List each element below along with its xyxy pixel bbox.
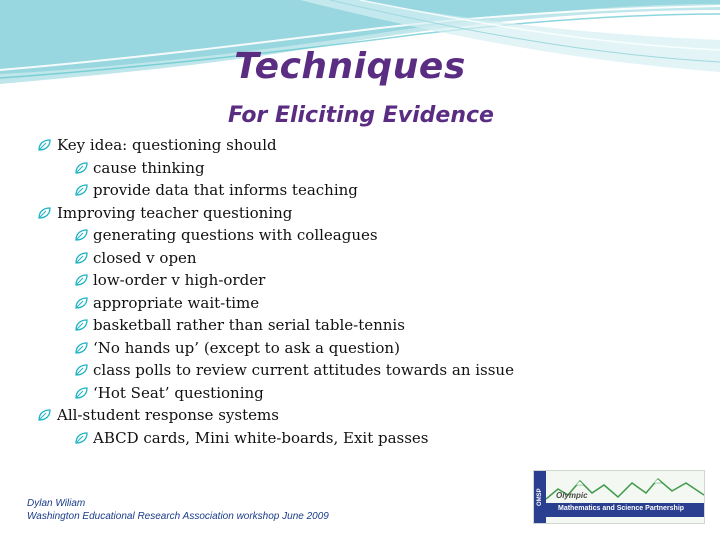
bullet-item xyxy=(38,427,514,450)
bullet-item xyxy=(38,247,514,270)
footer xyxy=(27,498,329,523)
bullet-item xyxy=(38,314,514,337)
bullet-text: ‘No hands up’ (except to ask a question) xyxy=(93,338,400,357)
bullet-text: All-student response systems xyxy=(57,406,279,424)
leaf-bullet-icon xyxy=(75,364,88,376)
leaf-bullet-icon xyxy=(75,229,88,241)
bullet-text: ‘Hot Seat’ questioning xyxy=(93,383,264,402)
footer-author: Dylan Wiliam xyxy=(27,498,86,509)
leaf-bullet-icon xyxy=(75,432,88,444)
footer-event: Washington Educational Research Association workshop June 2009 xyxy=(27,510,329,522)
bullet-text: provide data that informs teaching xyxy=(93,181,358,199)
slide-title: Techniques xyxy=(234,46,466,87)
bullet-text: generating questions with colleagues xyxy=(93,226,378,244)
bullet-text: closed v open xyxy=(93,248,197,267)
bullet-text: class polls to review current attitudes towards an issue xyxy=(93,361,514,379)
slide-subtitle: For Eliciting Evidence xyxy=(228,103,494,128)
leaf-bullet-icon xyxy=(75,342,88,354)
bullet-item xyxy=(38,157,514,180)
leaf-bullet-icon xyxy=(75,387,88,399)
bullet-item xyxy=(38,359,514,382)
leaf-bullet-icon xyxy=(38,207,51,219)
bullet-item xyxy=(38,292,514,315)
bullet-list xyxy=(38,134,514,449)
bullet-item xyxy=(38,179,514,202)
bullet-text: Improving teacher questioning xyxy=(57,203,293,222)
leaf-bullet-icon xyxy=(75,274,88,286)
leaf-bullet-icon xyxy=(75,252,88,264)
bullet-text: appropriate wait-time xyxy=(93,293,260,312)
bullet-item xyxy=(38,134,514,157)
bullet-item xyxy=(38,382,514,405)
bullet-text: Key idea: questioning should xyxy=(57,136,277,154)
bullet-text: cause thinking xyxy=(93,158,205,177)
leaf-bullet-icon xyxy=(38,139,51,151)
leaf-bullet-icon xyxy=(75,184,88,196)
logo-side-label: OMSP xyxy=(534,471,546,523)
bullet-item xyxy=(38,337,514,360)
bullet-item xyxy=(38,269,514,292)
bullet-item xyxy=(38,224,514,247)
bullet-text: ABCD cards, Mini white-boards, Exit passes xyxy=(93,428,429,447)
partnership-logo xyxy=(533,470,705,524)
leaf-bullet-icon xyxy=(75,162,88,174)
leaf-bullet-icon xyxy=(75,319,88,331)
bullet-text: basketball rather than serial table-tennis xyxy=(93,316,405,334)
bullet-item xyxy=(38,404,514,427)
logo-top-text: Olympic xyxy=(556,491,588,500)
bullet-text: low-order v high-order xyxy=(93,271,266,289)
leaf-bullet-icon xyxy=(38,409,51,421)
leaf-bullet-icon xyxy=(75,297,88,309)
logo-main-text: Mathematics and Science Partnership xyxy=(558,505,685,512)
bullet-item xyxy=(38,202,514,225)
